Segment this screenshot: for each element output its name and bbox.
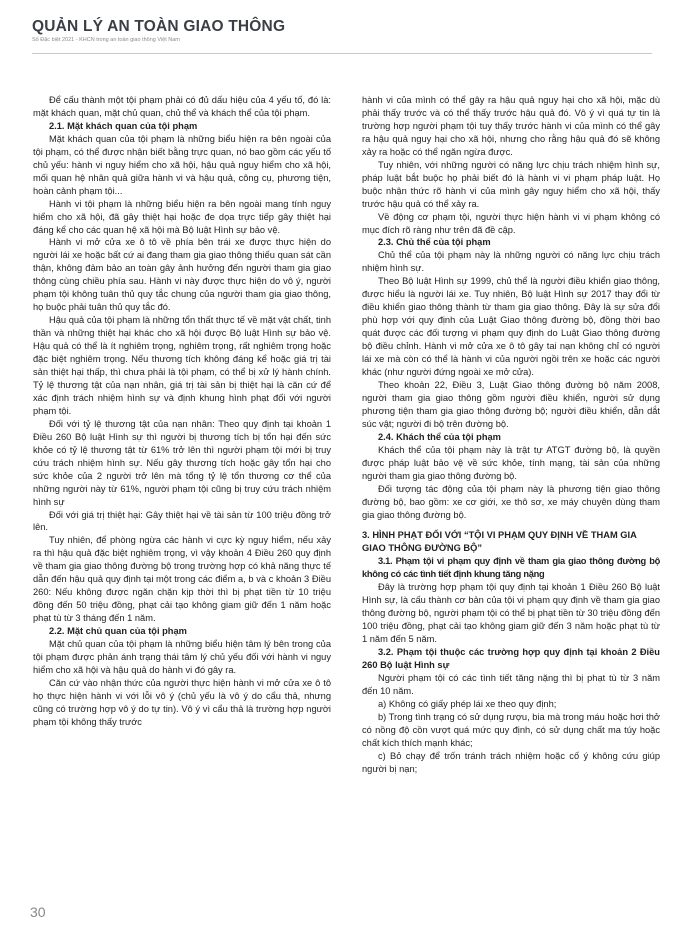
section-heading: 3.1. Phạm tội vi phạm quy định về tham gia giao thông đường bộ không có các tình tiết định khung tăng nặng [362, 556, 660, 580]
paragraph: Đối với tỷ lệ thương tật của nạn nhân: Theo quy định tại khoản 1 Điều 260 Bộ luật Hình sự thì người bị thương tích bị tổn hại đến sức khỏe có tỷ lệ thương tật từ 61% trở lên thì người phạm tội mới bị truy cứu trách nhiệm hình sự. Nếu gây thương tích hoặc gây tổn hại cho sức khỏe của 2 người trở lên mà tổng tỷ lệ tổn thương cơ thể của những người này từ 61%, người phạm tội cũng bị truy cứu trách nhiệm hình sự [33, 418, 331, 507]
paragraph: Theo khoản 22, Điều 3, Luật Giao thông đường bộ năm 2008, người tham gia giao thông gồm người điều khiển, người sử dụng phương tiện tham gia giao thông đường bộ; người điều khiển, dẫn dắt súc vật; người đi bộ trên đường bộ. [362, 379, 660, 429]
paragraph: Mặt khách quan của tội phạm là những biểu hiện ra bên ngoài của tội phạm, có thể được nhận biết bằng trực quan, nó bao gồm các yếu tố chủ yếu: hành vi nguy hiểm cho xã hội, hậu quả nguy hiểm cho xã hội, mối quan hệ nhân quả giữa hành vi và hậu quả, công cụ, phương tiện, hoàn cảnh phạm tội... [33, 133, 331, 196]
section-heading: 2.2. Mặt chủ quan của tội phạm [49, 626, 187, 637]
section-heading: 2.3. Chủ thể của tội phạm [378, 237, 491, 248]
paragraph: Đây là trường hợp phạm tội quy định tại khoản 1 Điều 260 Bộ luật Hình sự, là cấu thành cơ bản của tội vi phạm quy định về tham gia giao thông đường bộ, người phạm tội có thể bị phạt tiền từ 30 triệu đồng đến 100 triệu đồng, phạt cải tạo không giam giữ đến 3 năm hoặc phạt tù từ 1 năm đến 5 năm. [362, 582, 660, 645]
magazine-issue-subtitle: Số Đặc biệt 2021 - KHCN trong an toàn giao thông Việt Nam [32, 37, 180, 43]
paragraph: Đối với giá trị thiệt hại: Gây thiệt hại về tài sản từ 100 triệu đồng trở lên. [33, 509, 331, 533]
paragraph: Căn cứ vào nhận thức của người thực hiện hành vi mở cửa xe ô tô họ thực hiện hành vi với lỗi vô ý (chủ yếu là vô ý do cẩu thả, nhưng cũng có trường hợp vô ý do tự tin). Vô ý vì cẩu thả là trường hợp người phạm tội không thấy trước [33, 677, 331, 727]
paragraph: Hành vi tội phạm là những biểu hiện ra bên ngoài mang tính nguy hiểm cho xã hội, đã gây thiệt hại hoặc đe dọa trực tiếp gây thiệt hại đáng kể cho các quan hệ xã hội mà Bộ luật Hình sự bảo vệ. [33, 198, 331, 235]
paragraph: Để cấu thành một tội phạm phải có đủ dấu hiệu của 4 yếu tố, đó là: mặt khách quan, mặt chủ quan, chủ thể và khách thể của tội phạm. [33, 95, 331, 118]
magazine-section-title: QUẢN LÝ AN TOÀN GIAO THÔNG [32, 18, 286, 35]
paragraph: Khách thể của tội phạm này là trật tự ATGT đường bộ, là quyền được pháp luật bảo vệ về sức khỏe, tính mạng, tài sản của những người tham gia giao thông đường bộ. [362, 444, 660, 481]
paragraph: Mặt chủ quan của tội phạm là những biểu hiện tâm lý bên trong của tội phạm được phản ánh trạng thái tâm lý chủ yếu đối với hành vi nguy hiểm cho xã hội và hậu quả do hành vi đó gây ra. [33, 639, 331, 675]
running-header [32, 18, 652, 43]
spacer [362, 521, 660, 529]
paragraph: Tuy nhiên, với những người có năng lực chịu trách nhiệm hình sự, pháp luật bắt buộc họ phải biết đó là hành vi vi phạm pháp luật. Họ buộc nhận thức rõ hành vi của mình gây nguy hiểm cho xã hội, thấy trước hậu quả có thể xảy ra. [362, 159, 660, 209]
page-number: 30 [30, 904, 46, 920]
left-column [33, 94, 331, 729]
section-heading: 2.1. Mặt khách quan của tội phạm [49, 120, 198, 131]
list-item: b) Trong tình trạng có sử dụng rượu, bia mà trong máu hoặc hơi thở có nồng độ cồn vượt quá mức quy định, có sử dụng chất ma túy hoặc chất kích thích mạnh khác; [362, 711, 660, 748]
section-heading: 3.2. Phạm tội thuộc các trường hợp quy định tại khoản 2 Điều 260 Bộ luật Hình sự [362, 647, 660, 670]
header-divider [32, 53, 652, 54]
paragraph: Tuy nhiên, để phòng ngừa các hành vi cực kỳ nguy hiểm, nếu xảy ra thì hậu quả đặc biệt nghiêm trọng, vì vậy khoản 4 Điều 260 quy định về tham gia giao thông đường bộ trong trường hợp có khả năng thực tế dẫn đến hậu quả quy định tại một trong các điểm a, b và c khoản 3 Điều 260: Nếu không được ngăn chặn kịp thời thì bị phạt tiền từ 10 triệu đồng đến 50 triệu đồng, phạt cải tạo không giam giữ đến 1 năm hoặc phạt tù từ 3 tháng đến 1 năm. [33, 535, 331, 624]
section-heading: 2.4. Khách thể của tội phạm [378, 431, 501, 442]
list-item: c) Bỏ chạy để trốn tránh trách nhiệm hoặc cố ý không cứu giúp người bị nạn; [362, 750, 660, 774]
right-column [362, 94, 660, 776]
paragraph: Chủ thể của tội phạm này là những người có năng lực chịu trách nhiệm hình sự. [362, 250, 660, 274]
paragraph: Người phạm tội có các tình tiết tăng nặng thì bị phạt tù từ 3 năm đến 10 năm. [362, 672, 660, 696]
paragraph: Đối tượng tác động của tội phạm này là phương tiện giao thông đường bộ, bao gồm: xe cơ giới, xe thô sơ, xe máy chuyên dùng tham gia giao thông đường bộ. [362, 483, 660, 520]
list-item: a) Không có giấy phép lái xe theo quy định; [378, 698, 557, 709]
paragraph: hành vi của mình có thể gây ra hậu quả nguy hại cho xã hội, mặc dù phải thấy trước và có thể thấy trước hậu quả đó. Vô ý vì quá tự tin là trường hợp người phạm tội tuy thấy trước hành vi của mình có thể gây ra hậu quả nguy hại cho xã hội, nhưng cho rằng hậu quả đó sẽ không xảy ra hoặc có thể ngăn ngừa được. [362, 95, 660, 157]
chapter-heading: 3. HÌNH PHẠT ĐỐI VỚI “TỘI VI PHẠM QUY ĐỊNH VỀ THAM GIA GIAO THÔNG ĐƯỜNG BỘ” [362, 530, 637, 554]
paragraph: Về động cơ phạm tội, người thực hiện hành vi vi phạm không có mục đích rõ ràng như trên đã đề cập. [362, 211, 660, 235]
paragraph: Hậu quả của tội phạm là những tổn thất thực tế về mặt vật chất, tinh thần và những thiệt hại khác cho xã hội được Bộ luật Hình sự bảo vệ. Hậu quả có thể là ít nghiêm trọng, nghiêm trọng, rất nghiêm trọng hoặc đặc biệt nghiêm trọng. Nếu thương tích không đáng kể hoặc giá trị tài sản thiệt hại thấp, thì chưa phải là tội phạm, có thể bị xử lý hành chính. Tỷ lệ thương tật của nạn nhân, giá trị tài sản bị thiệt hại là căn cứ để xác định trách nhiệm hình sự và định khung hình phạt đối với người phạm tội. [33, 315, 331, 416]
paragraph: Hành vi mở cửa xe ô tô về phía bên trái xe được thực hiện do người lái xe hoặc bất cứ ai đang tham gia giao thông thiếu quan sát cần thận, không đảm bảo an toàn gây ảnh hưởng đến người tham gia giao thông cùng chiều phía sau. Hành vi này được thực hiện do vô ý, người phạm tội không tuân thủ quy tắc chung của người tham gia giao thông, họ buộc phải tuân thủ quy tắc đó. [33, 237, 331, 313]
paragraph: Theo Bộ luật Hình sự 1999, chủ thể là người điều khiển giao thông, được hiểu là người lái xe. Tuy nhiên, Bộ luật Hình sự 2017 thay đổi từ điều khiển giao thông thành từ tham gia giao thông. Đây là sự sửa đổi phù hợp với quy định của Luật Giao thông đường bộ, đồng thời bao quát được các đối tượng vi phạm quy định do Luật Giao thông đường bộ điều chỉnh. Hành vi mở cửa xe ô tô gây tai nạn không chỉ có người lái xe mà còn có thể là hành vi của người ngồi trên xe hoặc các người khác (như người đứng ngoài xe mở cửa). [362, 276, 660, 378]
